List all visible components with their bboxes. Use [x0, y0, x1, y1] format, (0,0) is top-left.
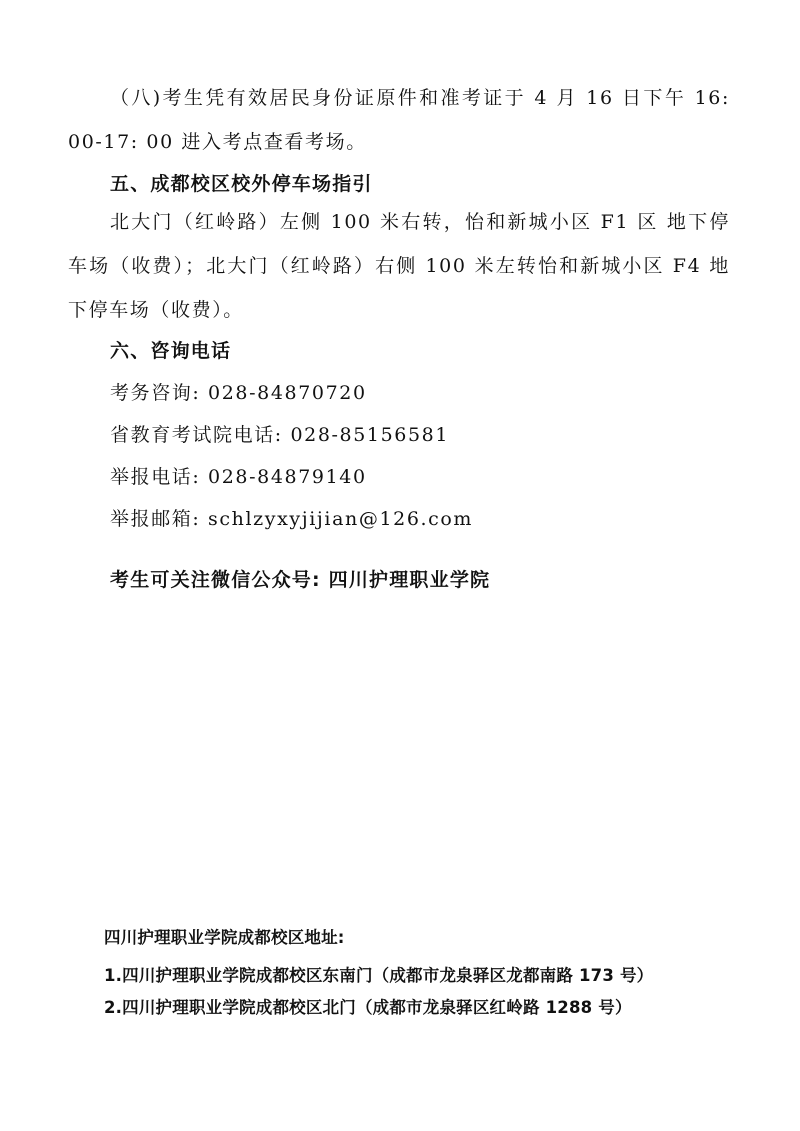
campus-address-southeast-gate: 1.四川护理职业学院成都校区东南门（成都市龙泉驿区龙都南路 173 号）: [104, 966, 654, 985]
wechat-account-note: 考生可关注微信公众号: 四川护理职业学院: [110, 569, 491, 591]
section-6-heading: 六、咨询电话: [110, 340, 232, 362]
campus-address-north-gate: 2.四川护理职业学院成都校区北门（成都市龙泉驿区红岭路 1288 号）: [104, 998, 632, 1017]
report-email: 举报邮箱: schlzyxyjijian@126.com: [110, 508, 474, 530]
exam-affairs-phone: 考务咨询: 028-84870720: [110, 382, 367, 404]
section-5-heading: 五、成都校区校外停车场指引: [110, 173, 373, 195]
report-phone: 举报电话: 028-84879140: [110, 466, 367, 488]
parking-guide-paragraph: 北大门（红岭路）左侧 100 米右转，怡和新城小区 F1 区 地下停车场（收费）；北大门（红岭路）右侧 100 米左转怡和新城小区 F4 地下停车场（收费）。: [68, 211, 730, 321]
campus-address-title: 四川护理职业学院成都校区地址:: [104, 928, 345, 947]
exam-site-visit-paragraph: （八)考生凭有效居民身份证原件和准考证于 4 月 16 日下午 16: 00-17: 00 进入考点查看考场。: [68, 87, 730, 153]
provincial-exam-institute-phone: 省教育考试院电话: 028-85156581: [110, 424, 450, 446]
